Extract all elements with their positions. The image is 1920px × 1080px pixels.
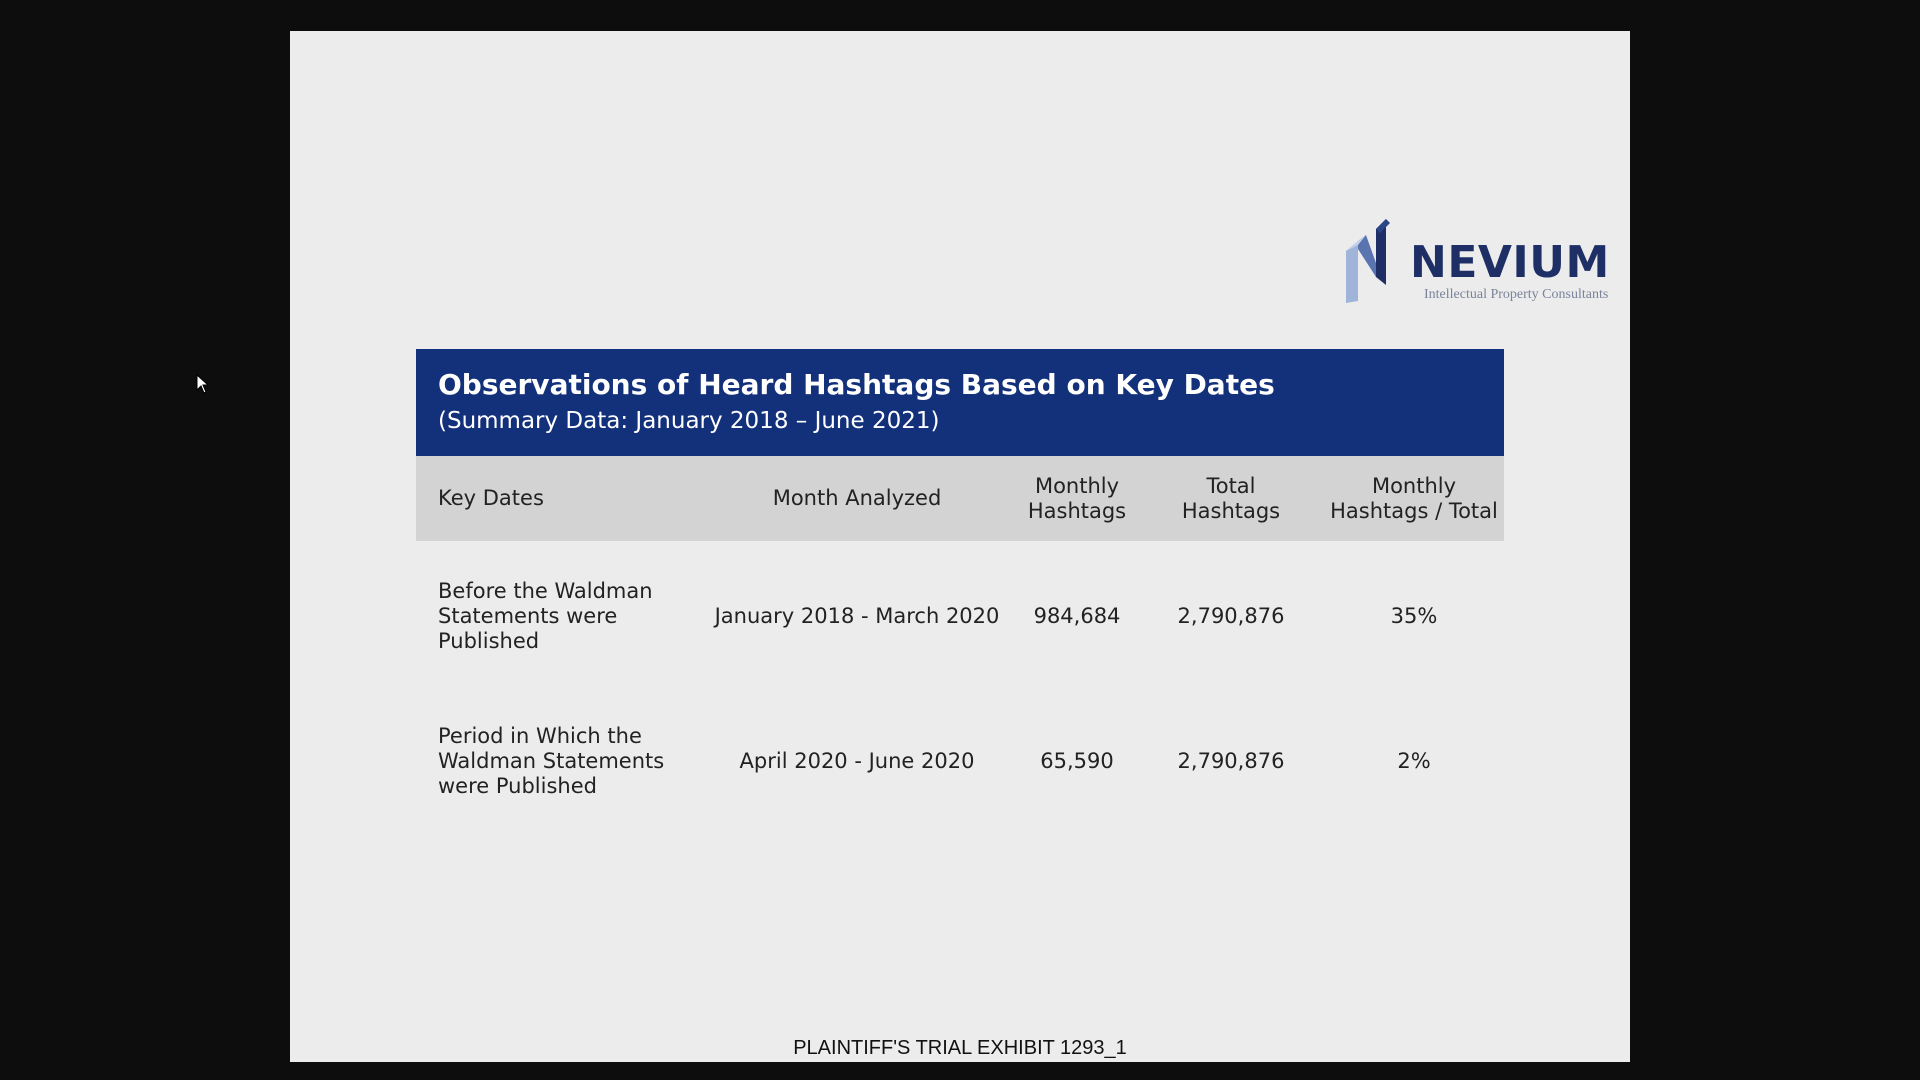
key-dates-cell: Before the Waldman Statements were Published — [438, 578, 653, 653]
nevium-tagline: Intellectual Property Consultants — [1424, 287, 1609, 302]
column-header-monthly-hashtags: Monthly Hashtags — [1027, 473, 1127, 523]
arrow-cursor-icon — [196, 374, 210, 394]
nevium-logo — [1342, 189, 1612, 305]
column-header-key-dates: Key Dates — [438, 486, 544, 510]
ratio-cell: 2% — [1397, 748, 1431, 773]
exhibit-label: PLAINTIFF'S TRIAL EXHIBIT 1293_1 — [793, 1037, 1127, 1059]
column-header-ratio: Monthly Hashtags / Total — [1330, 473, 1498, 523]
table-title: Observations of Heard Hashtags Based on Key Dates — [438, 368, 1275, 401]
month-analyzed-cell: January 2018 - March 2020 — [714, 603, 1000, 628]
column-header-row — [416, 456, 1504, 541]
monthly-hashtags-cell: 65,590 — [1040, 748, 1114, 773]
table-title-banner — [416, 349, 1504, 456]
total-hashtags-cell: 2,790,876 — [1177, 748, 1285, 773]
column-header-total-hashtags: Total Hashtags — [1181, 473, 1281, 523]
table-row — [416, 691, 1504, 831]
presentation-slide — [290, 31, 1630, 1062]
hashtag-observations-table — [416, 349, 1504, 831]
column-header-month-analyzed: Month Analyzed — [772, 486, 942, 510]
ratio-cell: 35% — [1390, 603, 1438, 628]
key-dates-cell: Period in Which the Waldman Statements were Published — [438, 723, 665, 798]
monthly-hashtags-cell: 984,684 — [1033, 603, 1121, 628]
month-analyzed-cell: April 2020 - June 2020 — [739, 748, 975, 773]
total-hashtags-cell: 2,790,876 — [1177, 603, 1285, 628]
table-row — [416, 541, 1504, 691]
nevium-logo-mark-icon — [1342, 189, 1402, 305]
nevium-wordmark: NEVIUM — [1410, 237, 1610, 288]
table-subtitle: (Summary Data: January 2018 – June 2021) — [438, 408, 940, 434]
